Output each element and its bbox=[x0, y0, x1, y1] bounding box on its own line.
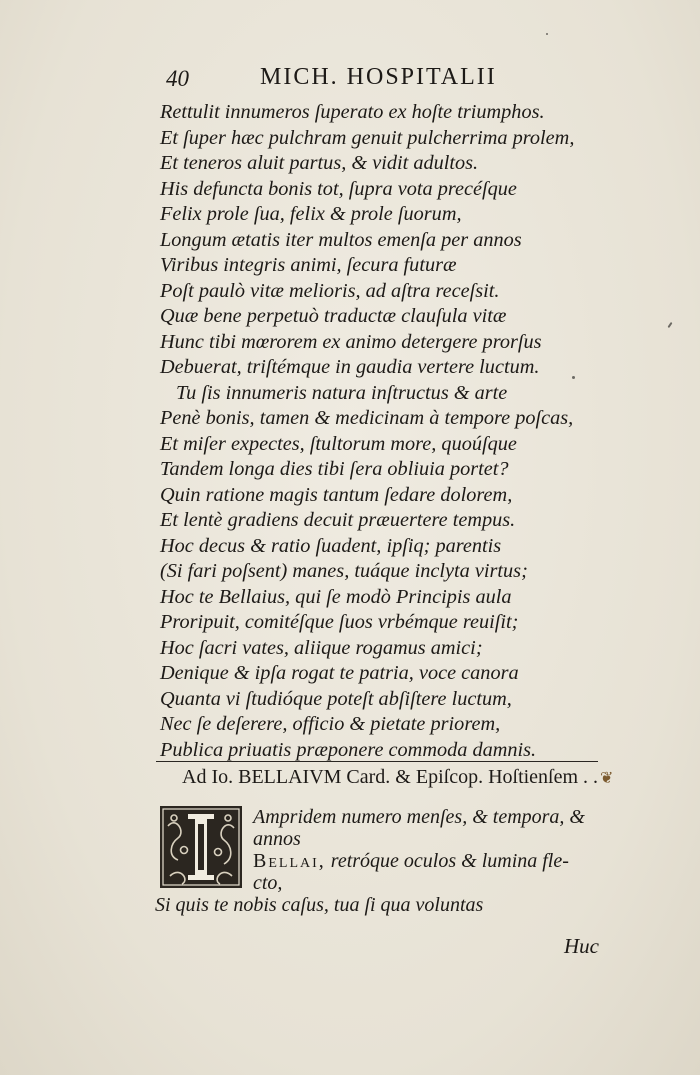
poem-line: Proripuit, comitéſque ſuos vrbémque reuiſit; bbox=[160, 611, 519, 633]
poem-line: Debuerat, triſtémque in gaudia vertere luctum. bbox=[160, 356, 540, 378]
poem-line: cto, bbox=[253, 872, 283, 894]
poem-line-rest: retróque oculos & lumina fle- bbox=[325, 850, 569, 872]
poem-line bbox=[155, 850, 615, 872]
poem-line: Felix prole ſua, felix & prole ſuorum, bbox=[160, 203, 462, 225]
poem-line: Quanta vi ſtudióque poteſt abſiſtere luctum, bbox=[160, 687, 512, 710]
poem-line: Viribus integris animi, ſecura futuræ bbox=[160, 254, 457, 276]
poem-line: Ampridem numero menſes, & tempora, & bbox=[253, 806, 585, 828]
section-divider bbox=[156, 761, 598, 762]
poem-line: Denique & ipſa rogat te patria, voce canora bbox=[160, 662, 519, 684]
dedication-text: Ad Io. BELLAIVM Card. & Epiſcop. Hoſtienſem . . bbox=[182, 766, 599, 788]
second-poem bbox=[155, 806, 615, 916]
fleuron-icon: ❦ bbox=[600, 770, 614, 787]
poem-line: Et teneros aluit partus, & vidit adultos. bbox=[160, 152, 479, 174]
poem-line: annos bbox=[253, 828, 301, 850]
poem-line: Hoc te Bellaius, qui ſe modò Principis aula bbox=[160, 585, 512, 608]
dedication-heading bbox=[182, 766, 622, 789]
paper-speck bbox=[546, 33, 548, 35]
poem-line: Et ſuper hæc pulchram genuit pulcherrima prolem, bbox=[160, 126, 575, 149]
poem-line: Et lentè gradiens decuit præuertere tempus. bbox=[160, 509, 516, 531]
poem-line: Quæ bene perpetuò traductæ clauſula vitæ bbox=[160, 305, 507, 327]
poem-line: Longum ætatis iter multos emenſa per annos bbox=[160, 228, 522, 251]
poem-line: Tu ſis innumeris natura inſtructus & arte bbox=[176, 381, 508, 404]
poem-line: Hunc tibi mœrorem ex animo detergere prorſus bbox=[160, 330, 542, 353]
poem-line: Publica priuatis præponere commoda damnis. bbox=[160, 738, 537, 761]
poem-line: Quin ratione magis tantum ſedare dolorem, bbox=[160, 483, 513, 506]
poem-line: His defuncta bonis tot, ſupra vota precéſque bbox=[160, 177, 517, 200]
poem-line: (Si fari poſsent) manes, tuáque inclyta virtus; bbox=[160, 560, 528, 582]
poem-line: Hoc ſacri vates, aliique rogamus amici; bbox=[160, 636, 483, 659]
poem-line: Hoc decus & ratio ſuadent, ipſiq; parentis bbox=[160, 534, 502, 557]
page-header bbox=[166, 64, 546, 98]
poem-line: Nec ſe deſerere, officio & pietate priorem, bbox=[160, 713, 501, 735]
poem-line: Penè bonis, tamen & medicinam à tempore poſcas, bbox=[160, 407, 574, 429]
poem-line: Et miſer expectes, ſtultorum more, quoúſque bbox=[160, 432, 517, 455]
running-title: MICH. HOSPITALII bbox=[260, 64, 497, 90]
poem-text bbox=[160, 100, 580, 763]
poem-line: Poſt paulò vitæ melioris, ad aſtra receſsit. bbox=[160, 279, 500, 302]
poem-line: Si quis te nobis caſus, tua ſi qua voluntas bbox=[155, 894, 484, 916]
poem-line: Rettulit innumeros ſuperato ex hoſte triumphos. bbox=[160, 101, 545, 123]
page-number: 40 bbox=[166, 66, 189, 91]
poem-line: Tandem longa dies tibi ſera obliuia portet? bbox=[160, 458, 509, 480]
paper-speck bbox=[667, 322, 672, 328]
paper-speck bbox=[572, 376, 575, 379]
catchword: Huc bbox=[564, 934, 599, 958]
name-small-caps: Bellai, bbox=[253, 850, 326, 872]
